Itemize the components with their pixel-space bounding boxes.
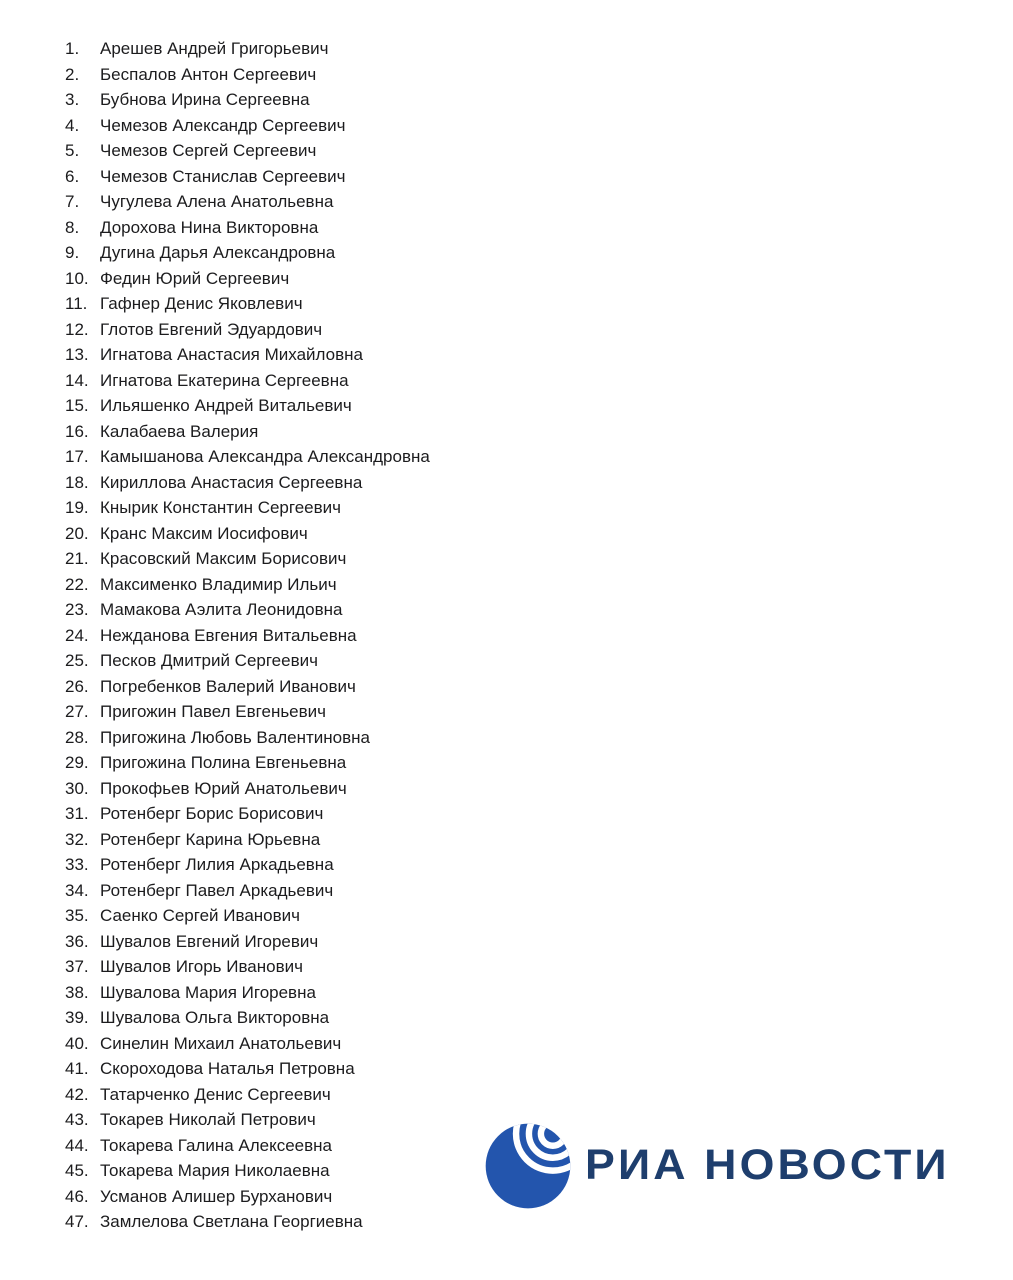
list-item-name: Шувалова Мария Игоревна: [100, 982, 316, 1002]
list-item-name: Чемезов Сергей Сергеевич: [100, 141, 317, 160]
list-item-number: 17.: [65, 447, 89, 466]
list-item: [0, 419, 430, 445]
list-item-number: 12.: [65, 319, 89, 339]
list-item-number: 4.: [65, 115, 80, 135]
list-item-number: 32.: [65, 829, 89, 849]
list-item-number: 16.: [65, 421, 89, 441]
list-item-number: 22.: [65, 574, 89, 594]
list-item: [0, 266, 430, 292]
list-item-number: 21.: [65, 549, 89, 568]
list-item: [0, 1056, 430, 1082]
list-item: [0, 1133, 430, 1159]
list-item-number: 23.: [65, 600, 89, 619]
list-item-number: 39.: [65, 1008, 89, 1027]
list-item: [0, 597, 430, 623]
list-item: [0, 546, 430, 572]
list-item-name: Ротенберг Борис Борисович: [100, 804, 324, 823]
list-item-name: Токарева Мария Николаевна: [100, 1161, 330, 1180]
list-item-number: 5.: [65, 141, 80, 160]
list-item: [0, 801, 430, 827]
list-item-name: Усманов Алишер Бурханович: [100, 1186, 333, 1206]
list-item: [0, 495, 430, 521]
list-item-number: 30.: [65, 778, 89, 798]
list-item-number: 25.: [65, 651, 89, 670]
list-item: [0, 368, 430, 394]
ria-wordmark: РИА НОВОСТИ: [585, 1140, 950, 1189]
list-item: [0, 954, 430, 980]
list-item: [0, 878, 430, 904]
list-item-name: Шувалова Ольга Викторовна: [100, 1008, 330, 1027]
list-item: [0, 62, 430, 88]
list-item: [0, 699, 430, 725]
list-item-name: Токарев Николай Петрович: [100, 1110, 316, 1129]
list-item-name: Синелин Михаил Анатольевич: [100, 1033, 342, 1053]
list-item-name: Песков Дмитрий Сергеевич: [100, 651, 318, 670]
list-item: [0, 317, 430, 343]
list-item-name: Шувалов Евгений Игоревич: [100, 931, 319, 951]
sanctions-name-list: [0, 36, 430, 1235]
list-item: [0, 36, 430, 62]
list-item-name: Игнатова Екатерина Сергеевна: [100, 370, 349, 390]
list-item-name: Чемезов Александр Сергеевич: [100, 115, 346, 135]
list-item-number: 10.: [65, 268, 89, 288]
list-item: [0, 138, 430, 164]
list-item: [0, 164, 430, 190]
list-item-name: Дугина Дарья Александровна: [100, 243, 336, 262]
ria-globe-icon: [482, 1120, 574, 1212]
list-item-name: Федин Юрий Сергеевич: [100, 268, 290, 288]
list-item: [0, 1005, 430, 1031]
list-item-number: 27.: [65, 702, 89, 721]
list-item-number: 40.: [65, 1033, 89, 1053]
list-item-name: Токарева Галина Алексеевна: [100, 1135, 333, 1155]
list-item-name: Пригожин Павел Евгеньевич: [100, 702, 327, 721]
list-item-name: Пригожина Любовь Валентиновна: [100, 727, 370, 747]
list-item-number: 26.: [65, 676, 89, 696]
list-item-name: Погребенков Валерий Иванович: [100, 676, 356, 696]
list-item-number: 29.: [65, 753, 89, 772]
list-item-number: 42.: [65, 1084, 89, 1104]
list-item: [0, 1107, 430, 1133]
list-item-number: 8.: [65, 217, 80, 237]
list-item: [0, 240, 430, 266]
list-item: [0, 623, 430, 649]
list-item: [0, 1031, 430, 1057]
list-item-number: 7.: [65, 192, 80, 211]
list-item-number: 45.: [65, 1161, 89, 1180]
list-item: [0, 827, 430, 853]
list-item: [0, 648, 430, 674]
list-item-number: 37.: [65, 957, 89, 976]
list-item: [0, 1158, 430, 1184]
list-item-number: 11.: [65, 294, 88, 313]
list-item-name: Ротенберг Карина Юрьевна: [100, 829, 321, 849]
list-item-number: 15.: [65, 396, 89, 415]
list-item-number: 36.: [65, 931, 89, 951]
list-item-name: Мамакова Аэлита Леонидовна: [100, 600, 343, 619]
list-item-number: 6.: [65, 166, 80, 186]
list-item-name: Скороходова Наталья Петровна: [100, 1059, 355, 1078]
list-item-number: 33.: [65, 855, 89, 874]
list-item-number: 43.: [65, 1110, 89, 1129]
list-item-name: Гафнер Денис Яковлевич: [100, 294, 303, 313]
list-item-name: Красовский Максим Борисович: [100, 549, 347, 568]
list-item: [0, 87, 430, 113]
list-item-number: 44.: [65, 1135, 89, 1155]
list-item: [0, 393, 430, 419]
list-item-number: 3.: [65, 90, 80, 109]
list-item-number: 2.: [65, 64, 80, 84]
list-item-name: Кранс Максим Иосифович: [100, 523, 308, 543]
list-item-number: 46.: [65, 1186, 89, 1206]
list-item: [0, 521, 430, 547]
list-item-number: 20.: [65, 523, 89, 543]
list-item: [0, 470, 430, 496]
list-item: [0, 189, 430, 215]
list-item-name: Бубнова Ирина Сергеевна: [100, 90, 310, 109]
list-item: [0, 1184, 430, 1210]
list-item-number: 34.: [65, 880, 89, 900]
list-item-number: 19.: [65, 498, 89, 517]
list-item-name: Пригожина Полина Евгеньевна: [100, 753, 347, 772]
list-item-name: Чугулева Алена Анатольевна: [100, 192, 334, 211]
list-item-name: Кнырик Константин Сергеевич: [100, 498, 342, 517]
list-item: [0, 903, 430, 929]
ria-novosti-logo: [482, 1120, 950, 1212]
list-item-name: Кириллова Анастасия Сергеевна: [100, 472, 363, 492]
list-item-name: Татарченко Денис Сергеевич: [100, 1084, 331, 1104]
list-item-number: 9.: [65, 243, 80, 262]
list-item: [0, 1209, 430, 1235]
list-item-name: Максименко Владимир Ильич: [100, 574, 337, 594]
list-item-name: Ильяшенко Андрей Витальевич: [100, 396, 352, 415]
list-item-name: Саенко Сергей Иванович: [100, 906, 300, 925]
list-item-name: Нежданова Евгения Витальевна: [100, 625, 357, 645]
list-item: [0, 980, 430, 1006]
list-item-name: Ротенберг Павел Аркадьевич: [100, 880, 334, 900]
list-item: [0, 113, 430, 139]
list-item-number: 41.: [65, 1059, 89, 1078]
list-item: [0, 291, 430, 317]
list-item-number: 24.: [65, 625, 89, 645]
list-item: [0, 342, 430, 368]
list-item-number: 18.: [65, 472, 89, 492]
list-item-number: 13.: [65, 345, 89, 364]
list-item: [0, 674, 430, 700]
list-item-name: Арешев Андрей Григорьевич: [100, 39, 329, 58]
list-item-number: 14.: [65, 370, 89, 390]
list-item-name: Беспалов Антон Сергеевич: [100, 64, 317, 84]
list-item-name: Дорохова Нина Викторовна: [100, 217, 319, 237]
list-item-name: Замлелова Светлана Георгиевна: [100, 1212, 363, 1231]
list-item-name: Глотов Евгений Эдуардович: [100, 319, 323, 339]
list-item-name: Шувалов Игорь Иванович: [100, 957, 303, 976]
list-item-name: Ротенберг Лилия Аркадьевна: [100, 855, 334, 874]
list-item-number: 35.: [65, 906, 89, 925]
list-item-name: Чемезов Станислав Сергеевич: [100, 166, 346, 186]
list-item: [0, 572, 430, 598]
list-item: [0, 1082, 430, 1108]
list-item-number: 28.: [65, 727, 89, 747]
list-item: [0, 725, 430, 751]
list-item-number: 38.: [65, 982, 89, 1002]
list-item-name: Прокофьев Юрий Анатольевич: [100, 778, 347, 798]
list-item-name: Камышанова Александра Александровна: [100, 447, 430, 466]
list-item: [0, 776, 430, 802]
list-item: [0, 215, 430, 241]
list-item-number: 1.: [65, 39, 80, 58]
list-item-name: Игнатова Анастасия Михайловна: [100, 345, 363, 364]
list-item-number: 47.: [65, 1212, 89, 1231]
list-item: [0, 929, 430, 955]
list-item: [0, 444, 430, 470]
list-item: [0, 852, 430, 878]
list-item-number: 31.: [65, 804, 89, 823]
list-item: [0, 750, 430, 776]
list-item-name: Калабаева Валерия: [100, 421, 259, 441]
